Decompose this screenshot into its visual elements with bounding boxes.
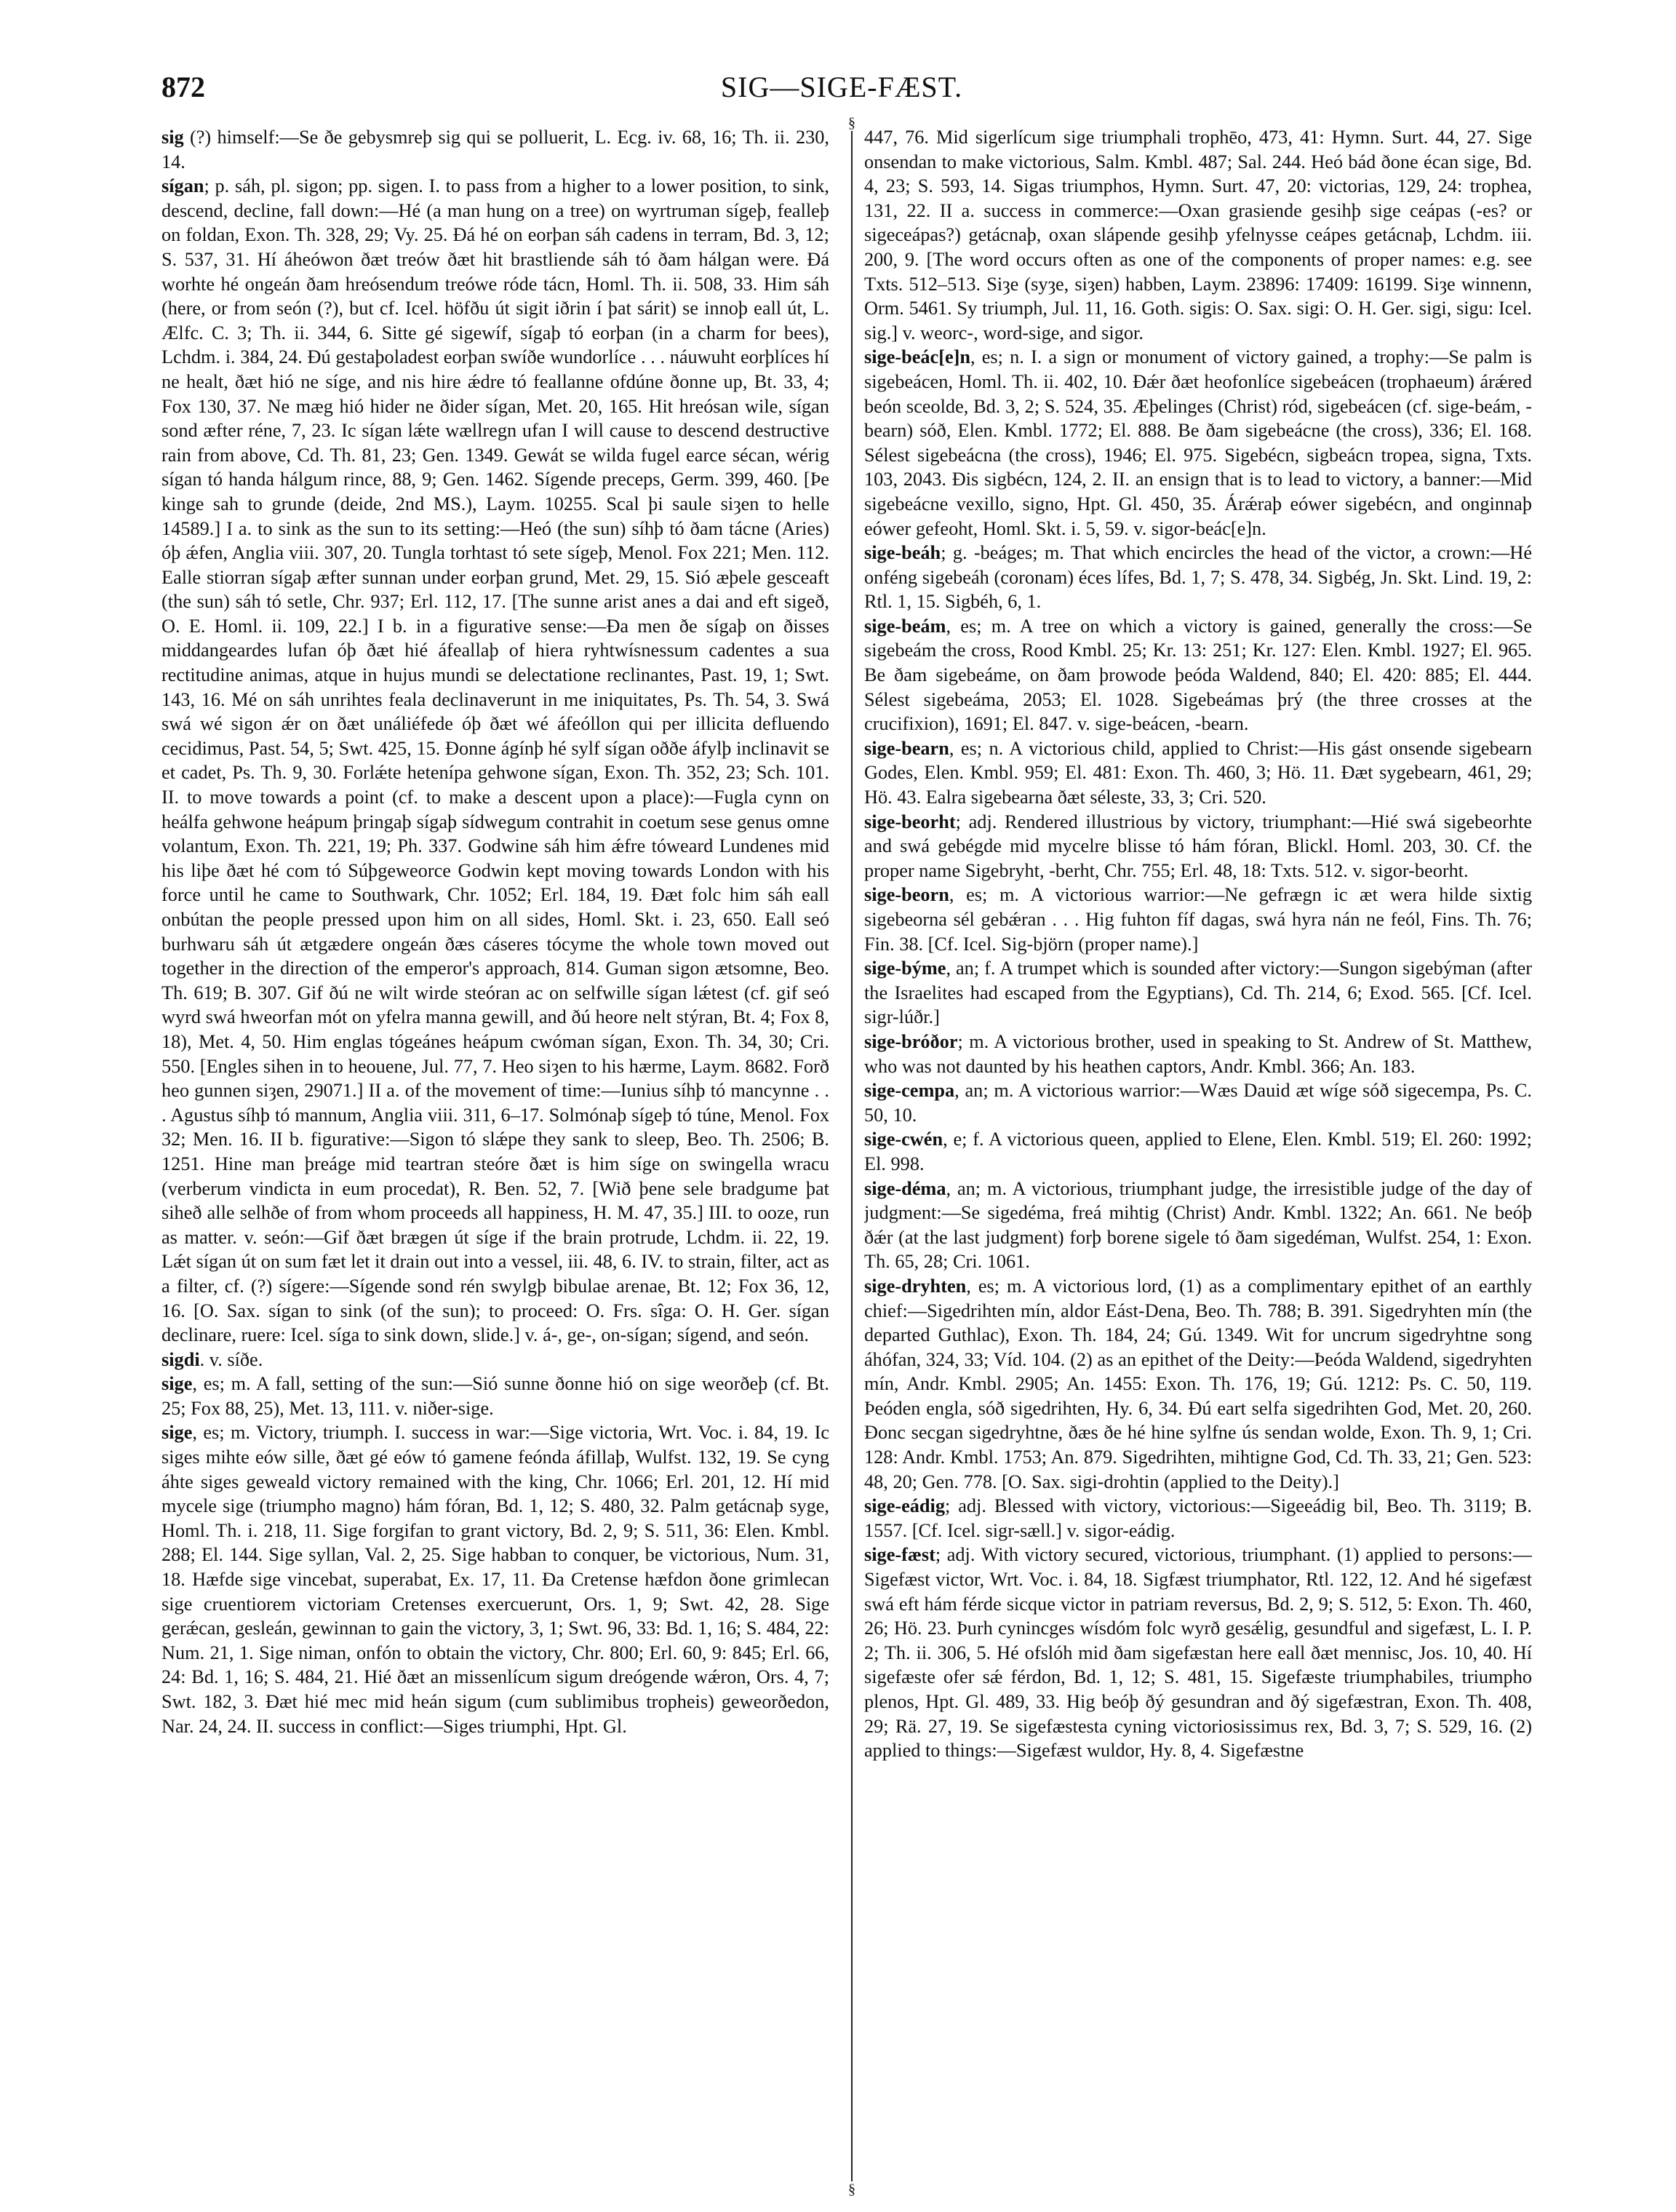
entry-headword: sige-bearn [864,737,949,759]
dictionary-entry [864,1274,1532,1494]
dictionary-entry [161,1348,829,1372]
entry-headword: sige-beorn [864,884,949,906]
entry-headword: sige [161,1373,193,1395]
entry-text: , es; n. A victorious child, applied to Christ:—His gást onsende sigebearn Godes, Elen. Kmbl. 959; El. 481: Exon. Th. 460, 3; Hö. 11. Ðæt sygebearn, 461, 29; Hö. 43. Ealra sigebearna ðæt séleste, 33, 3; Cri. 520. [864,737,1532,808]
dictionary-entry [161,125,829,174]
entry-headword: sige-beáh [864,542,941,564]
entry-text: ; adj. Rendered illustrious by victory, triumphant:—Hié swá sigebeorhte and swá gebégde mid mycelre blisse tó hám fóran, Blickl. Homl. 203, 30. Cf. the proper name Sigebryht, -berht, Chr. 755; Erl. 48, 18: Txts. 512. v. sigor-beorht. [864,811,1532,881]
entry-text: 447, 76. Mid sigerlícum sige triumphali trophēo, 473, 41: Hymn. Surt. 44, 27. Sige onsendan to make victorious, Salm. Kmbl. 487; Sal. 244. Heó bád ðone écan sige, Bd. 4, 23; S. 593, 14. Sigas triumphos, Hymn. Surt. 47, 20: victorias, 129, 24: trophea, 131, 22. II a. success in commerce:—Oxan grasiende gesihþ sige ceápas (-es? or sigeceápas?) getácnaþ, oxan slápende gesihþ yfelnysse ceápes getácnaþ, Lchdm. iii. 200, 9. [The word occurs often as one of the components of proper names: e.g. see Txts. 512–513. Siȝe (syȝe, siȝen) habben, Laym. 23896: 17409: 16199. Siȝe winnenn, Orm. 5461. Sy triumph, Jul. 11, 16. Goth. sigis: O. Sax. sigi: O. H. Ger. sigi, sigu: Icel. sig.] v. weorc-, word-sige, and sigor. [864,127,1532,343]
entry-text: , es; m. Victory, triumph. I. success in war:—Sige victoria, Wrt. Voc. i. 84, 19. Ic siges mihte eów sille, ðæt gé eów tó gamene feónda áfillaþ, Wulfst. 132, 19. Se cyng áhte siges geweald victory remained with the king, Chr. 1066; Erl. 201, 12. Hí mid mycele sige (triumpho magno) hám fóran, Bd. 1, 12; S. 480, 32. Palm getácnaþ syge, Homl. Th. i. 218, 11. Sige forgifan to grant victory, Bd. 2, 9; S. 511, 36: Elen. Kmbl. 288; El. 144. Sige syllan, Val. 2, 25. Sige habban to conquer, be victorious, Num. 31, 18. Hæfde sige vincebat, superabat, Ex. 17, 11. Ða Cretense hæfdon ðone grimlecan sige cruentiorem victoriam Cretenses exercuerunt, Ors. 1, 9; Swt. 42, 28. Sige gerǽcan, gesleán, gewinnan to gain the victory, 3, 1; Swt. 96, 33: Bd. 1, 16; S. 484, 22: Num. 21, 1. Sige niman, onfón to obtain the victory, Chr. 800; Erl. 60, 9: 845; Erl. 66, 24: Bd. 1, 16; S. 484, 21. Hié ðæt an missenlícum sigum dreógende wǽron, Ors. 4, 7; Swt. 182, 3. Ðæt hié mec mid heán sigum (cum sublimibus tropheis) geweorðedon, Nar. 24, 24. II. success in conflict:—Siges triumphi, Hpt. Gl. [161,1422,829,1737]
entry-headword: sige [161,1422,193,1444]
entry-headword: sige-beác[e]n [864,346,971,368]
entry-text: , an; m. A victorious, triumphant judge, the irresistible judge of the day of judgment:—Se sigedéma, freá mihtig (Christ) Andr. Kmbl. 1322; An. 661. Ne beóþ ðǽr (at the last judgment) forþ borene sigele tó ðam sigedéman, Wulfst. 254, 1: Exon. Th. 65, 28; Cri. 1061. [864,1177,1532,1273]
left-column [161,125,829,2192]
entry-text: ; adj. Blessed with victory, victorious:—Sigeeádig bil, Beo. Th. 3119; B. 1557. [Cf. Icel. sigr-sæll.] v. sigor-eádig. [864,1495,1532,1541]
dictionary-entry [161,174,829,1348]
entry-headword: sige-beám [864,615,946,637]
dictionary-entry [864,736,1532,810]
entry-text: . v. síðe. [199,1348,263,1370]
entry-headword: sige-déma [864,1177,946,1199]
entry-text: ; p. sáh, pl. sigon; pp. sigen. I. to pass from a higher to a lower position, to sink, descend, decline, fall down:—Hé (a man hung on a tree) on wyrtruman sígeþ, fealleþ on foldan, Exon. Th. 328, 29; Vy. 25. Ðá hé on eorþan sáh cadens in terram, Bd. 3, 12; S. 537, 31. Hí áheówon ðæt treów ðæt hit brastliende sáh tó ðam hálgan were. Ðá worhte hé ongeán ðam hreósendum treówe róde tácn, Homl. Th. ii. 508, 33. Him sáh (here, or from seón (?), but cf. Icel. höfðu út sigit iðrin í þat sárit) se innoþ eall út, L. Ælfc. C. 3; Th. ii. 344, 6. Sitte gé sigewíf, sígaþ tó eorþan (in a charm for bees), Lchdm. i. 384, 24. Ðú gestaþoladest eorþan swíðe wundorlíce . . . náuwuht eorþlíces hí ne healt, ðæt hió ne síge, and nis hire ǽdre tó feallanne ofdúne ðonne up, Bt. 33, 4; Fox 130, 37. Ne mæg hió hider ne ðider sígan, Met. 20, 165. Hit hreósan wile, sígan sond æfter réne, 7, 23. Ic sígan lǽte wællregn ufan I will cause to descend destructive rain from above, Cd. Th. 81, 23; Gen. 1349. Gewát se wilda fugel earce sécan, wérig sígan tó handa hálgum rince, 88, 9; Gen. 1462. Sígende preceps, Germ. 399, 460. [Þe kinge sah to grunde (deide, 2nd MS.), Laym. 10255. Scal þi saule siȝen to helle 14589.] I a. to sink as the sun to its setting:—Heó (the sun) síhþ tó ðam tácne (Aries) óþ ǽfen, Anglia viii. 307, 20. Tungla torhtast tó sete sígeþ, Menol. Fox 221; Men. 112. Ealle stiorran sígaþ æfter sunnan under eorþan grund, Met. 29, 15. Sió æþele gesceaft (the sun) sáh tó setle, Chr. 937; Erl. 112, 17. [The sunne arist anes a dai and eft sigeð, O. E. Homl. ii. 109, 22.] I b. in a figurative sense:—Ða men ðe sígaþ on ðisses middangeardes lufan óþ ðæt hié áfeallaþ of hiera ryhtwísnessum cadentes a sua rectitudine animas, atque in hujus mundi se delectatione reclinantes, Past. 19, 1; Swt. 143, 16. Mé on sáh unrihtes feala declinaverunt in me iniquitates, Ps. Th. 54, 3. Swá swá wé sigon ǽr on ðæt unáliéfede óþ ðæt wé áfeóllon qui per illicita defluendo cecidimus, Past. 54, 5; Swt. 425, 15. Ðonne ágínþ hé sylf sígan oððe áfylþ inclinavit se et cadet, Ps. Th. 9, 30. Forlǽte hetenípa gehwone sígan, Exon. Th. 352, 23; Sch. 101. II. to move towards a point (cf. to make a descent upon a place):—Fugla cynn on heálfa gehwone heápum þringaþ sígaþ sídwegum contrahit in coetum sese genus omne volantum, Exon. Th. 221, 19; Ph. 337. Godwine sáh him ǽfre tóweard Lundenes mid his liþe ðæt hé com tó Súþgeweorce Godwin kept moving towards London with his force until he came to Southwark, Chr. 1052; Erl. 184, 19. Ðæt folc him sáh eall onbútan the people pressed upon him on all sides, Homl. Skt. i. 23, 650. Eall seó burhwaru sáh út ætgædere ongeán ðæs cáseres tócyme the whole town moved out together in the direction of the emperor's approach, 814. Guman sigon ætsomne, Beo. Th. 619; B. 307. Gif ðú ne wilt wirde steóran ac on selfwille sígan lǽtest (cf. gif seó wyrd swá hweorfan mót on yfelra manna gewill, and ðú heore nelt stýran, Bt. 4; Fox 8, 18), Met. 4, 50. Him englas tógeánes heápum cwóman sígan, Exon. Th. 34, 30; Cri. 550. [Engles sihen in to heouene, Jul. 77, 7. Heo siȝen to his hærme, Laym. 8682. Forð heo gunnen siȝen, 29071.] II a. of the movement of time:—Iunius síhþ tó mancynne . . . Agustus síhþ tó mannum, Anglia viii. 311, 6–17. Solmónaþ sígeþ tó túne, Menol. Fox 32; Men. 16. II b. figurative:—Sigon tó slǽpe they sank to sleep, Beo. Th. 2506; B. 1251. Hine man þreáge mid teartran steóre ðæt is him síge on swingella wracu (verberum vindicta in eum procedat), R. Ben. 52, 7. [Wið þene sele bradgume þat siheð alle selhðe of from whom proceeds all happiness, H. M. 47, 35.] III. to ooze, run as matter. v. seón:—Gif ðæt brægen út síge if the brain protrude, Lchdm. ii. 22, 19. Lǽt sígan út on sum fæt let it drain out into a vessel, iii. 48, 6. IV. to strain, filter, act as a filter, cf. (?) sígere:—Sígende sond rén swylgþ bibulae arenae, Bt. 12; Fox 36, 12, 16. [O. Sax. sígan to sink (of the sun); to proceed: O. Frs. sîga: O. H. Ger. sígan declinare, ruere: Icel. síga to sink down, slide.] v. á-, ge-, on-sígan; sígend, and seón. [161,175,829,1346]
entry-headword: sige-býme [864,958,946,979]
entry-headword: sígan [161,175,204,197]
dictionary-entry [864,1030,1532,1078]
entry-text: , an; f. A trumpet which is sounded after victory:—Sungon sigebýman (after the Israelites had escaped from the Egyptians), Cd. Th. 214, 6; Exod. 565. [Cf. Icel. sigr-lúðr.] [864,958,1532,1028]
dictionary-entry [864,614,1532,736]
entry-text: , an; m. A victorious warrior:—Wæs Dauid æt wíge sóð sigecempa, Ps. C. 50, 10. [864,1080,1532,1126]
dictionary-entry [864,1543,1532,1762]
dictionary-entry [864,1177,1532,1274]
dictionary-entry [161,1420,829,1738]
entry-headword: sige-dryhten [864,1275,967,1297]
page-number: 872 [161,71,205,103]
entry-headword: sige-cempa [864,1080,955,1102]
entry-text: , es; m. A fall, setting of the sun:—Sió sunne ðonne hió on sige weorðeþ (cf. Bt. 25; Fox 88, 25), Met. 13, 111. v. niðer-sige. [161,1373,829,1419]
right-column [864,125,1532,2192]
dictionary-entry [864,883,1532,956]
entry-text: , es; m. A victorious lord, (1) as a complimentary epithet of an earthly chief:—Sigedrihten mín, aldor Eást-Dena, Beo. Th. 788; B. 391. Sigedryhten mín (the departed Guthlac), Exon. Th. 184, 24; Gú. 1349. Wit for uncrum sigedryhtne song áhófan, 324, 33; Víd. 104. (2) as an epithet of the Deity:—Þeóda Waldend, sigedryhten mín, Andr. Kmbl. 2905; An. 1455: Exon. Th. 176, 19; Gú. 1212: Ps. C. 50, 119. Þeóden engla, sóð sigedrihten, Hy. 6, 34. Ðú eart selfa sigedrihten God, Met. 20, 260. Ðonc secgan sigedryhtne, ðæs ðe hé hine sylfne ús sendan wolde, Exon. Th. 9, 1; Cri. 128: Andr. Kmbl. 1753; An. 879. Sigedrihten, mihtigne God, Cd. Th. 33, 21; Gen. 523: 48, 20; Gen. 778. [O. Sax. sigi-drohtin (applied to the Deity).] [864,1275,1532,1492]
entry-text: , es; m. A tree on which a victory is gained, generally the cross:—Se sigebeám the cross, Rood Kmbl. 25; Kr. 13: 251; Kr. 127: Elen. Kmbl. 1927; El. 965. Be ðam sigebeáme, on ðam þrowode þeóda Waldend, 840; El. 420: 885; El. 444. Sélest sigebeáma, 2053; El. 1028. Sigebeámas þrý (the three crosses at the crucifixion), 1691; El. 847. v. sige-beácen, -bearn. [864,615,1532,735]
entry-headword: sige-fæst [864,1544,935,1566]
divider-ornament-top: § [844,115,860,131]
entry-headword: sigdi [161,1348,200,1370]
entry-text: , es; m. A victorious warrior:—Ne gefrægn ic æt wera hilde sixtig sigebeorna sél gebǽran . . . Hig fuhton fíf dagas, swá hyra nán ne feól, Fins. Th. 76; Fin. 38. [Cf. Icel. Sig-björn (proper name).] [864,884,1532,955]
entry-headword: sig [161,127,184,148]
entry-text: ; m. A victorious brother, used in speaking to St. Andrew of St. Matthew, who was not daunted by his heathen captors, Andr. Kmbl. 366; An. 183. [864,1030,1532,1077]
dictionary-entry [864,345,1532,541]
dictionary-entry [864,1127,1532,1176]
page-header [161,70,1522,114]
entry-text: (?) himself:—Se ðe gebysmreþ sig qui se polluerit, L. Ecg. iv. 68, 16; Th. ii. 230, 14. [161,127,829,172]
entry-text: , e; f. A victorious queen, applied to Elene, Elen. Kmbl. 519; El. 260: 1992; El. 998. [864,1129,1532,1174]
entry-text: ; g. -beáges; m. That which encircles the head of the victor, a crown:—Hé onféng sigebeáh (coronam) éces lífes, Bd. 1, 7; S. 478, 34. Sigbég, Jn. Skt. Lind. 19, 2: Rtl. 1, 15. Sigbéh, 6, 1. [864,542,1532,613]
column-divider [851,121,853,2195]
entry-headword: sige-cwén [864,1129,943,1150]
dictionary-entry [161,1372,829,1420]
entry-headword: sige-bróðor [864,1030,958,1052]
dictionary-entry [864,956,1532,1030]
dictionary-entry [864,125,1532,345]
entry-text: ; adj. With victory secured, victorious, triumphant. (1) applied to persons:—Sigefæst victor, Wrt. Voc. i. 84, 18. Sigfæst triumphator, Rtl. 122, 12. And hé sigefæst swá eft hám férde sicque victor in patriam reversus, Bd. 2, 9; S. 512, 5: Exon. Th. 460, 26; Hö. 23. Þurh cynincges wísdóm folc wyrð gesǽlig, gesundful and sigefæst, L. I. P. 2; Th. ii. 306, 5. Hé ofslóh mid ðam sigefæstan here eall ðæt mennisc, Jos. 10, 40. Hí sigefæste ofer sǽ férdon, Bd. 1, 12; S. 481, 15. Sigefæste triumphabiles, triumpho plenos, Hpt. Gl. 489, 33. Hig beóþ ðý gesundran and ðý sigefæstran, Exon. Th. 408, 29; Rä. 27, 19. Se sigefæstesta cyning victoriosissimus rex, Bd. 3, 7; S. 529, 16. (2) applied to things:—Sigefæst wuldor, Hy. 8, 4. Sigefæstne [864,1544,1532,1762]
entry-text: , es; n. I. a sign or monument of victory gained, a trophy:—Se palm is sigebeácen, Homl. Th. ii. 402, 10. Ðǽr ðæt heofonlíce sigebeácen (trophaeum) árǽred beón sceolde, Bd. 3, 2; S. 524, 35. Æþelinges (Christ) ród, sigebeácen (cf. sige-beám, -bearn) sóð, Elen. Kmbl. 1772; El. 888. Be ðam sigebeácne (the cross), 336; El. 168. Sélest sigebeácna (the cross), 1946; El. 975. Sigebécn, sigbeácn tropea, signa, Txts. 103, 2043. Ðis sigbécn, 124, 2. II. an ensign that is to lead to victory, a banner:—Mid sigebeácne vexillo, signo, Hpt. Gl. 450, 35. Árǽraþ eówer sigebécn, and onginnaþ eówer gefeoht, Homl. Skt. i. 5, 59. v. sigor-beác[e]n. [864,346,1532,539]
dictionary-entry [864,1494,1532,1543]
dictionary-entry [864,541,1532,614]
dictionary-entry [864,810,1532,883]
divider-ornament-bottom: § [844,2181,860,2197]
entry-headword: sige-eádig [864,1495,946,1517]
running-title: SIG—SIGE-FÆST. [720,71,963,103]
entry-headword: sige-beorht [864,811,956,832]
dictionary-entry [864,1078,1532,1127]
